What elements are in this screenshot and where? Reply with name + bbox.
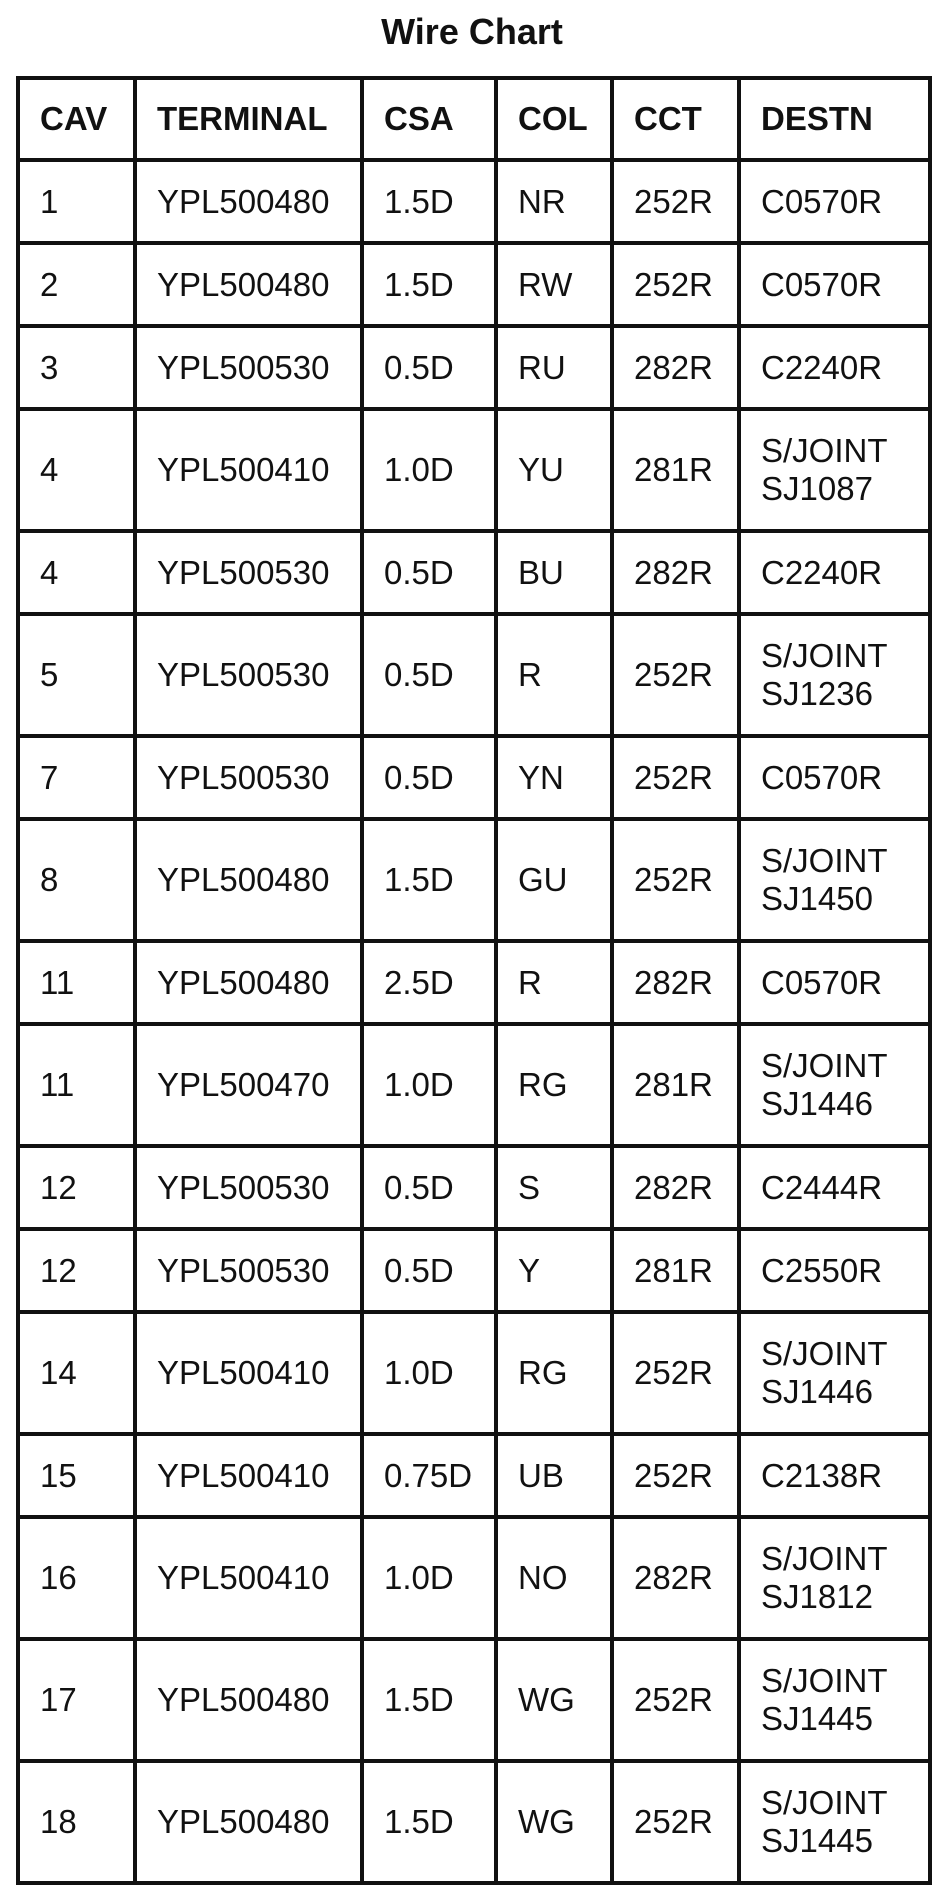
cell-terminal: YPL500530 [135, 326, 362, 409]
cell-destn [739, 1229, 930, 1312]
cell-csa: 0.5D [362, 326, 496, 409]
cell-destn [739, 736, 930, 819]
header-cav: CAV [18, 78, 135, 160]
page-title: Wire Chart [381, 11, 563, 52]
cell-csa: 1.5D [362, 819, 496, 941]
cell-terminal: YPL500410 [135, 1434, 362, 1517]
cell-terminal: YPL500480 [135, 160, 362, 243]
cell-cav: 17 [18, 1639, 135, 1761]
cell-destn [739, 941, 930, 1024]
cell-csa: 1.5D [362, 1761, 496, 1883]
cell-col: GU [496, 819, 612, 941]
cell-cct: 252R [612, 736, 739, 819]
cell-cav: 14 [18, 1312, 135, 1434]
destn-line: SJ1087 [761, 470, 873, 507]
cell-col: RG [496, 1024, 612, 1146]
header-csa: CSA [362, 78, 496, 160]
table-row [18, 243, 930, 326]
cell-destn [739, 531, 930, 614]
cell-destn [739, 243, 930, 326]
cell-terminal: YPL500480 [135, 941, 362, 1024]
destn-line: SJ1445 [761, 1700, 873, 1737]
header-cct: CCT [612, 78, 739, 160]
destn-line: S/JOINT [761, 432, 888, 469]
destn-line: S/JOINT [761, 1540, 888, 1577]
cell-cav: 4 [18, 531, 135, 614]
cell-destn [739, 819, 930, 941]
cell-cct: 281R [612, 1229, 739, 1312]
destn-line: S/JOINT [761, 1784, 888, 1821]
cell-csa: 0.5D [362, 531, 496, 614]
cell-col: NR [496, 160, 612, 243]
cell-csa: 0.75D [362, 1434, 496, 1517]
cell-terminal: YPL500530 [135, 1229, 362, 1312]
cell-cct: 282R [612, 326, 739, 409]
destn-line: SJ1446 [761, 1373, 873, 1410]
cell-terminal: YPL500410 [135, 1312, 362, 1434]
wire-chart-table [16, 76, 932, 1885]
cell-cct: 282R [612, 531, 739, 614]
cell-cct: 252R [612, 614, 739, 736]
table-row [18, 1517, 930, 1639]
cell-terminal: YPL500480 [135, 819, 362, 941]
cell-destn [739, 409, 930, 531]
cell-terminal: YPL500530 [135, 736, 362, 819]
cell-col: RW [496, 243, 612, 326]
cell-cct: 252R [612, 819, 739, 941]
destn-line: S/JOINT [761, 1047, 888, 1084]
table-row [18, 819, 930, 941]
table-row [18, 941, 930, 1024]
table-row [18, 1761, 930, 1883]
destn-line: C0570R [761, 963, 883, 1001]
destn-line: C0570R [761, 182, 883, 220]
cell-csa: 1.5D [362, 243, 496, 326]
table-row [18, 1229, 930, 1312]
cell-col: BU [496, 531, 612, 614]
cell-destn [739, 1517, 930, 1639]
cell-csa: 0.5D [362, 736, 496, 819]
cell-cav: 16 [18, 1517, 135, 1639]
cell-col: R [496, 941, 612, 1024]
cell-terminal: YPL500530 [135, 614, 362, 736]
table-row [18, 326, 930, 409]
cell-col: R [496, 614, 612, 736]
header-row [18, 78, 930, 160]
cell-cav: 11 [18, 941, 135, 1024]
destn-line: S/JOINT [761, 637, 888, 674]
cell-csa: 1.5D [362, 160, 496, 243]
cell-cav: 5 [18, 614, 135, 736]
cell-col: UB [496, 1434, 612, 1517]
cell-csa: 1.5D [362, 1639, 496, 1761]
cell-destn [739, 614, 930, 736]
destn-line: C2444R [761, 1168, 883, 1206]
cell-cct: 282R [612, 1517, 739, 1639]
cell-cav: 3 [18, 326, 135, 409]
cell-cav: 8 [18, 819, 135, 941]
destn-line: C0570R [761, 758, 883, 796]
cell-csa: 0.5D [362, 1146, 496, 1229]
cell-col: WG [496, 1639, 612, 1761]
destn-line: C2550R [761, 1251, 883, 1289]
cell-col: YU [496, 409, 612, 531]
cell-col: RU [496, 326, 612, 409]
cell-cct: 252R [612, 1434, 739, 1517]
cell-cct: 281R [612, 1024, 739, 1146]
cell-cct: 252R [612, 160, 739, 243]
cell-col: NO [496, 1517, 612, 1639]
header-destn: DESTN [739, 78, 930, 160]
destn-line: SJ1446 [761, 1085, 873, 1122]
cell-col: YN [496, 736, 612, 819]
table-row [18, 614, 930, 736]
cell-terminal: YPL500530 [135, 531, 362, 614]
table-row [18, 736, 930, 819]
cell-cct: 282R [612, 941, 739, 1024]
destn-line: S/JOINT [761, 1662, 888, 1699]
cell-csa: 1.0D [362, 1312, 496, 1434]
cell-cav: 15 [18, 1434, 135, 1517]
cell-cav: 1 [18, 160, 135, 243]
destn-line: C0570R [761, 265, 883, 303]
cell-destn [739, 1312, 930, 1434]
cell-csa: 1.0D [362, 409, 496, 531]
header-terminal: TERMINAL [135, 78, 362, 160]
cell-cav: 12 [18, 1146, 135, 1229]
cell-cav: 11 [18, 1024, 135, 1146]
cell-cav: 18 [18, 1761, 135, 1883]
cell-col: S [496, 1146, 612, 1229]
cell-csa: 1.0D [362, 1024, 496, 1146]
cell-cct: 252R [612, 243, 739, 326]
cell-cav: 7 [18, 736, 135, 819]
table-row [18, 1024, 930, 1146]
cell-terminal: YPL500410 [135, 409, 362, 531]
cell-destn [739, 1434, 930, 1517]
cell-terminal: YPL500530 [135, 1146, 362, 1229]
destn-line: S/JOINT [761, 1335, 888, 1372]
cell-destn [739, 1761, 930, 1883]
cell-destn [739, 160, 930, 243]
cell-terminal: YPL500480 [135, 243, 362, 326]
destn-line: SJ1812 [761, 1578, 873, 1615]
cell-terminal: YPL500480 [135, 1761, 362, 1883]
cell-csa: 0.5D [362, 1229, 496, 1312]
destn-line: SJ1445 [761, 1822, 873, 1859]
cell-csa: 0.5D [362, 614, 496, 736]
cell-cav: 4 [18, 409, 135, 531]
cell-col: RG [496, 1312, 612, 1434]
cell-cct: 252R [612, 1312, 739, 1434]
cell-terminal: YPL500470 [135, 1024, 362, 1146]
destn-line: SJ1236 [761, 675, 873, 712]
cell-col: Y [496, 1229, 612, 1312]
cell-col: WG [496, 1761, 612, 1883]
cell-cct: 281R [612, 409, 739, 531]
table-row [18, 160, 930, 243]
table-row [18, 1146, 930, 1229]
table-row [18, 409, 930, 531]
cell-csa: 1.0D [362, 1517, 496, 1639]
cell-csa: 2.5D [362, 941, 496, 1024]
cell-cct: 252R [612, 1761, 739, 1883]
cell-destn [739, 1146, 930, 1229]
cell-destn [739, 1639, 930, 1761]
destn-line: C2240R [761, 553, 883, 591]
cell-destn [739, 326, 930, 409]
table-row [18, 1639, 930, 1761]
cell-cav: 12 [18, 1229, 135, 1312]
table-row [18, 531, 930, 614]
table-row [18, 1434, 930, 1517]
cell-cct: 282R [612, 1146, 739, 1229]
destn-line: S/JOINT [761, 842, 888, 879]
destn-line: SJ1450 [761, 880, 873, 917]
header-col: COL [496, 78, 612, 160]
cell-terminal: YPL500410 [135, 1517, 362, 1639]
table-body [18, 160, 930, 1883]
cell-destn [739, 1024, 930, 1146]
table-row [18, 1312, 930, 1434]
cell-cct: 252R [612, 1639, 739, 1761]
cell-cav: 2 [18, 243, 135, 326]
destn-line: C2138R [761, 1456, 883, 1494]
destn-line: C2240R [761, 348, 883, 386]
cell-terminal: YPL500480 [135, 1639, 362, 1761]
